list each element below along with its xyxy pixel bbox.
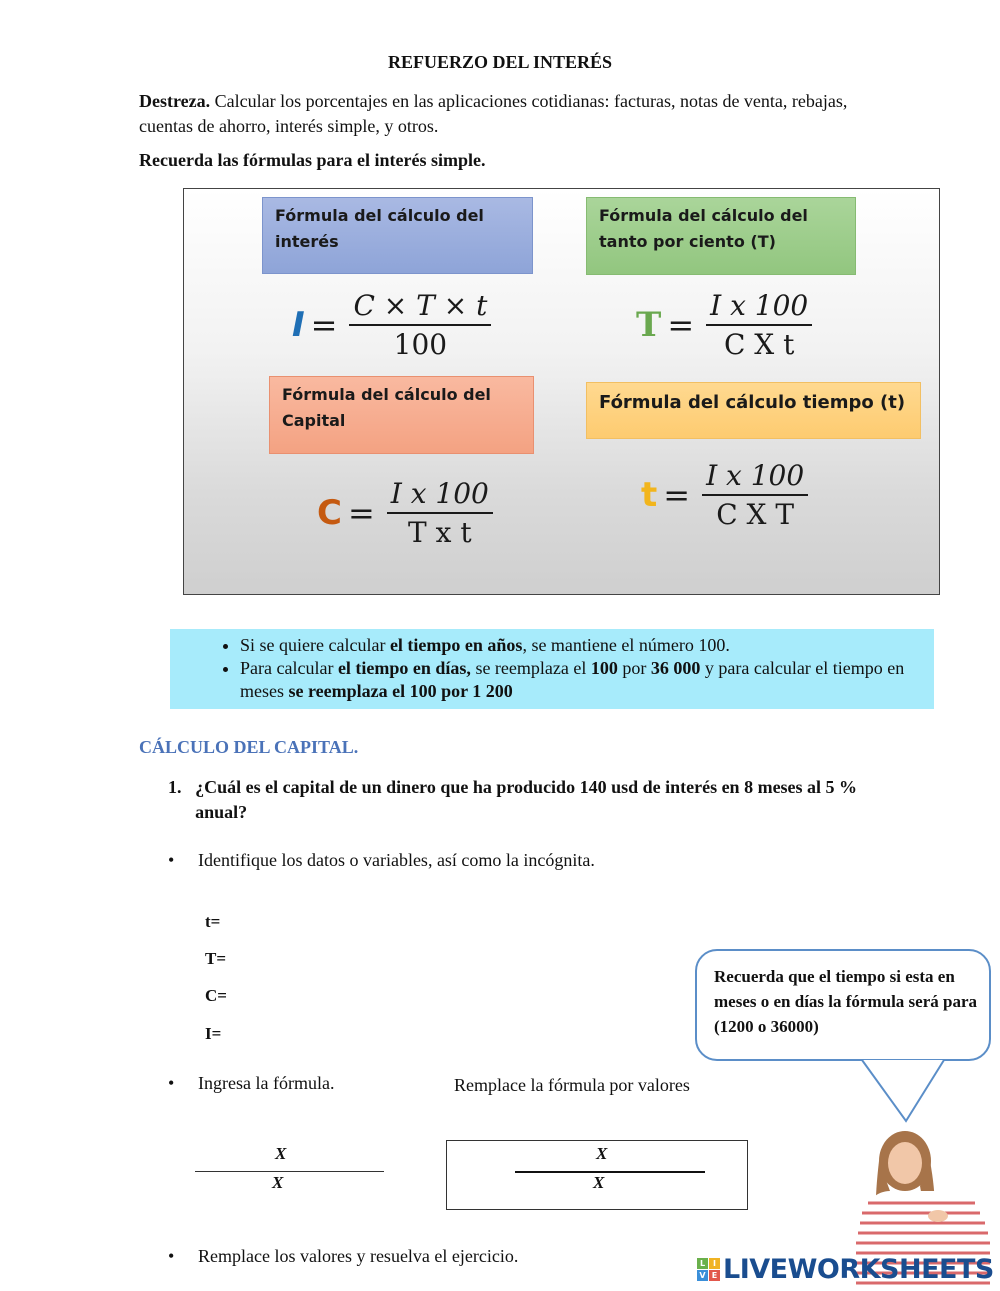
logo-tile: L [697, 1258, 708, 1269]
note-text: se reemplaza el [470, 658, 591, 678]
equals-sign: = [663, 476, 691, 514]
bullet-icon: • [168, 1246, 175, 1266]
reminder-callout: Recuerda que el tiempo si esta en meses o en días la fórmula será para (1200 o 36000) [695, 949, 991, 1061]
values-numerator[interactable]: X [596, 1144, 608, 1163]
interest-formula [292, 289, 491, 361]
fraction-denominator: C X t [723, 328, 795, 361]
step-replace-values-label: Remplace la fórmula por valores [454, 1075, 690, 1095]
fraction-bar [195, 1171, 384, 1172]
step-solve [168, 1246, 518, 1267]
values-denominator[interactable]: X [593, 1173, 605, 1192]
formulas-heading: Recuerda las fórmulas para el interés simple. [139, 150, 486, 170]
fraction-denominator: 100 [393, 328, 448, 361]
formula-denominator[interactable]: X [272, 1173, 284, 1192]
question-number: 1. [168, 777, 182, 797]
formula-input-fraction[interactable] [195, 1144, 384, 1204]
logo-tiles-icon [697, 1258, 720, 1281]
interest-formula-label: Fórmula del cálculo del interés [262, 197, 533, 274]
fraction-denominator: C X T [716, 498, 795, 531]
note-text: y para calcular el tiempo en meses [240, 658, 905, 701]
time-symbol: t [641, 475, 658, 515]
skill-label: Destreza. [139, 91, 211, 111]
liveworksheets-logo [697, 1254, 994, 1285]
variable-I[interactable]: I= [205, 1024, 222, 1043]
question-text: ¿Cuál es el capital de un dinero que ha producido 140 usd de interés en 8 meses al 5 % anual? [195, 777, 858, 822]
capital-formula-label: Fórmula del cálculo del Capital [269, 376, 534, 454]
equals-sign: = [310, 306, 338, 344]
logo-tile: V [697, 1270, 708, 1281]
skill-text: Calcular los porcentajes en las aplicaciones cotidianas: facturas, notas de venta, rebajas, cuentas de ahorro, interés simple, y otros. [139, 91, 848, 136]
time-formula-label: Fórmula del cálculo tiempo (t) [586, 382, 921, 439]
skill-statement [139, 89, 879, 139]
callout-tail-icon [860, 1059, 950, 1125]
capital-formula [317, 477, 493, 549]
fraction-numerator: C × T × t [349, 289, 491, 326]
equals-sign: = [347, 494, 375, 532]
fraction-numerator: I x 100 [387, 477, 493, 514]
bullet-icon: • [168, 850, 175, 870]
rate-formula [636, 289, 812, 361]
interest-fraction [349, 289, 491, 361]
fraction-bar [515, 1171, 705, 1173]
note-text: Para calcular [240, 658, 338, 678]
note-emphasis: el tiempo en días, [337, 658, 471, 678]
question-1 [168, 775, 868, 825]
rate-symbol: T [636, 305, 662, 345]
page-title: REFUERZO DEL INTERÉS [387, 52, 613, 72]
fraction-numerator: I x 100 [706, 289, 812, 326]
capital-symbol: C [317, 493, 342, 533]
capital-fraction [387, 477, 493, 549]
note-emphasis: el tiempo en años [389, 635, 523, 655]
time-fraction [702, 459, 808, 531]
note-text: por [617, 658, 651, 678]
variable-T[interactable]: T= [205, 949, 227, 968]
step-identify [168, 850, 595, 871]
section-title: CÁLCULO DEL CAPITAL. [139, 737, 359, 757]
rate-fraction [706, 289, 812, 361]
rate-formula-label: Fórmula del cálculo del tanto por ciento (T) [586, 197, 856, 275]
note-emphasis: 36 000 [650, 658, 701, 678]
formula-panel [183, 188, 940, 595]
note-text: Si se quiere calcular [240, 635, 390, 655]
step-text: Ingresa la fórmula. [198, 1073, 335, 1093]
variable-t[interactable]: t= [205, 912, 221, 931]
logo-wordmark: LIVEWORKSHEETS [723, 1254, 994, 1285]
logo-tile: I [709, 1258, 720, 1269]
logo-tile: E [709, 1270, 720, 1281]
note-text: , se mantiene el número 100. [522, 635, 730, 655]
fraction-numerator: I x 100 [702, 459, 808, 496]
note-item [240, 634, 934, 657]
bullet-icon: • [168, 1073, 175, 1093]
values-input-box[interactable] [446, 1140, 748, 1210]
step-enter-formula [168, 1073, 334, 1094]
formula-numerator[interactable]: X [275, 1144, 287, 1163]
equals-sign: = [667, 306, 695, 344]
fraction-denominator: T x t [408, 516, 472, 549]
note-emphasis: se reemplaza el 100 por 1 200 [288, 681, 513, 701]
time-formula [641, 459, 808, 531]
step-text: Remplace los valores y resuelva el ejercicio. [198, 1246, 519, 1266]
step-text: Identifique los datos o variables, así como la incógnita. [198, 850, 595, 870]
note-emphasis: 100 [590, 658, 618, 678]
time-units-note [170, 629, 934, 709]
variable-C[interactable]: C= [205, 986, 227, 1005]
interest-symbol: I [292, 305, 305, 345]
note-item [240, 657, 934, 703]
